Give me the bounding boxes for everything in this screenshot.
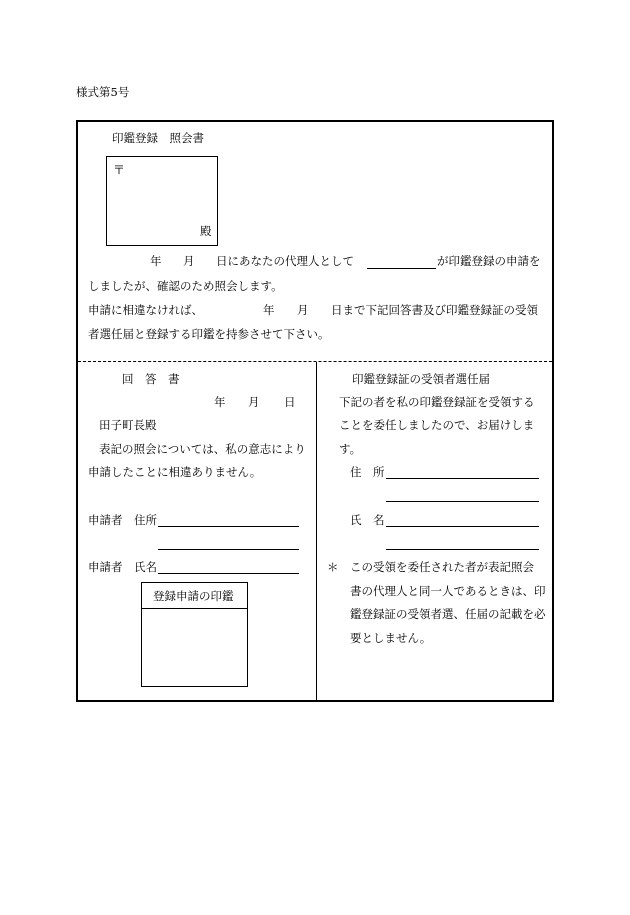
designation-title: 印鑑登録証の受領者選任届 (352, 372, 490, 386)
designee-name-line2[interactable] (386, 549, 539, 550)
applicant-address-line2[interactable] (158, 549, 299, 550)
designation-body-line3: す。 (339, 442, 362, 456)
designee-address-line1[interactable] (386, 478, 539, 479)
reply-title: 回 答 書 (122, 372, 180, 386)
postal-mark-icon: 〒 (113, 163, 126, 177)
form-number: 様式第5号 (76, 85, 130, 99)
reply-date-month: 月 (248, 395, 260, 409)
note-asterisk-icon: ＊ (327, 560, 339, 574)
designation-body-line2: ことを委任しましたので、お届けしま (339, 418, 535, 432)
applicant-address-label: 申請者 住所 (88, 513, 157, 527)
reply-date-day: 日 (284, 395, 296, 409)
applicant-address-line1[interactable] (158, 526, 299, 527)
seal-impression-area[interactable] (142, 609, 247, 686)
inquiry-line3-year: 年 (263, 303, 275, 317)
designee-name-label: 氏 名 (350, 513, 385, 527)
inquiry-line4: 者選任届と登録する印鑑を持参させて下さい。 (88, 327, 330, 341)
reply-date-year: 年 (214, 395, 226, 409)
applicant-name-line[interactable] (158, 573, 299, 574)
honorific-dono: 殿 (200, 224, 212, 238)
designation-body-line1: 下記の者を私の印鑑登録証を受領する (339, 395, 535, 409)
reply-body-line1: 表記の照会については、私の意志により (99, 442, 306, 456)
dashed-cut-line (78, 361, 552, 362)
inquiry-line1-b: が印鑑登録の申請を (437, 254, 541, 268)
agent-name-blank[interactable] (367, 268, 436, 269)
note-line3: 鑑登録証の受領者選、任届の記載を必 (350, 607, 546, 621)
inquiry-line1-a: 日にあなたの代理人として (216, 254, 354, 268)
designee-name-line1[interactable] (386, 526, 539, 527)
note-line4: 要としません。 (350, 631, 432, 645)
inquiry-title: 印鑑登録 照会書 (112, 131, 204, 145)
reply-body-line2: 申請したことに相違ありません。 (88, 465, 262, 479)
inquiry-line3-a: 申請に相違なければ、 (88, 303, 203, 317)
applicant-name-label: 申請者 氏名 (88, 560, 157, 574)
inquiry-line3-b: 日まで下記回答書及び印鑑登録証の受領 (331, 303, 538, 317)
inquiry-date-month: 月 (183, 254, 195, 268)
seal-box-title: 登録申請の印鑑 (153, 589, 234, 603)
inquiry-line2: しましたが、確認のため照会します。 (88, 279, 283, 293)
note-line1: この受領を委任された者が表記照会 (350, 560, 534, 574)
note-line2: 書の代理人と同一人であるときは、印 (350, 584, 546, 598)
designee-address-label: 住 所 (350, 465, 385, 479)
inquiry-date-year: 年 (150, 254, 162, 268)
inquiry-line3-month: 月 (297, 303, 309, 317)
section-divider (316, 362, 317, 700)
reply-addressee: 田子町長殿 (99, 418, 157, 432)
designee-address-line2[interactable] (386, 501, 539, 502)
